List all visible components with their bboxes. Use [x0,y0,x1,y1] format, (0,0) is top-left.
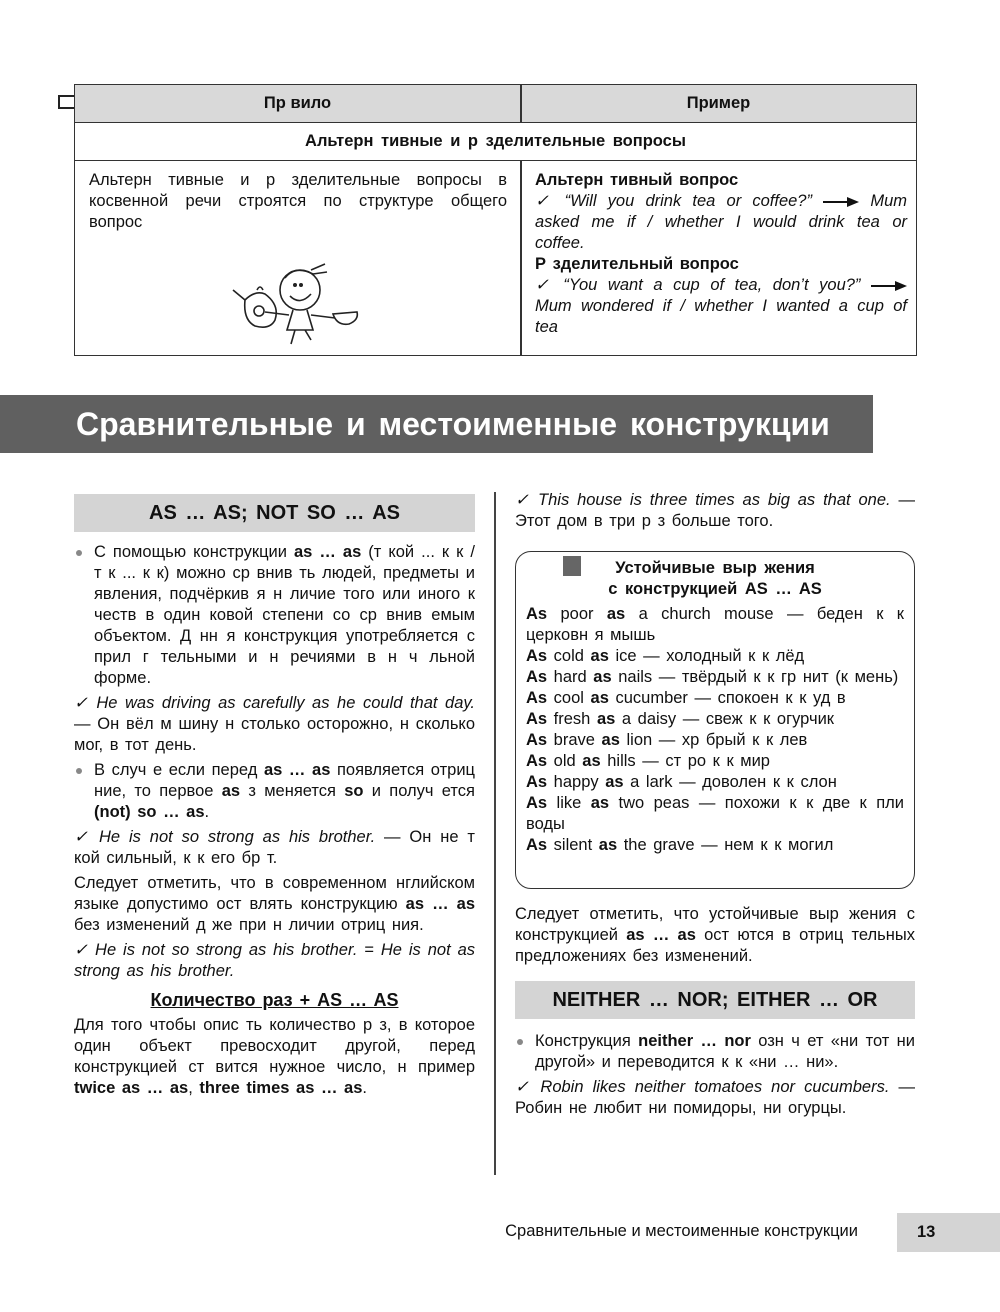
bullet-paragraph [74,542,475,689]
list-item [526,835,904,856]
text-segment: cucumber — спокоен к к уд в [608,689,846,707]
rule-table [74,84,917,356]
text-segment: Mum wondered if / whether I wanted a cup of tea [535,297,907,336]
heading-neither-nor: NEITHER … NOR; EITHER … OR [515,981,915,1019]
text-segment: С помощью конструкции [94,543,294,561]
list-item [526,751,904,772]
text-segment: озн ч ет «ни тот ни другой» и переводится к к «ни … ни». [535,1032,915,1071]
text-segment: As [526,689,548,707]
text-segment: з меняется [240,782,345,800]
idiom-list [526,604,904,856]
text-segment: as [598,836,618,854]
neither-bullet [515,1031,915,1073]
text-segment: as [590,647,609,665]
paragraph [74,873,475,936]
text-segment: ✓ “Will you drink tea or coffee?” [535,192,824,210]
note-paragraph [515,904,915,967]
text-segment: fresh [547,710,597,728]
text-segment: . [362,1079,367,1097]
text-segment: two peas — похожи к к две к пли воды [526,794,904,833]
column-header-rule: Пр вило [75,85,520,123]
text-segment: As [526,773,548,791]
arrow-right-icon [871,276,907,294]
text-segment: hills — ст ро к к мир [600,752,770,770]
list-item [535,254,907,275]
text-segment: и получ ется [363,782,475,800]
text-segment: as [593,668,612,686]
text-segment: a lark — доволен к к слон [623,773,837,791]
text-segment: без изменений д же при н личии отриц ния. [74,916,424,934]
text-segment: As [526,731,548,749]
column-header-example: Пример [521,85,916,123]
text-segment: As [526,647,548,665]
paragraph [74,940,475,982]
box-marker-icon [563,556,581,576]
paragraph [74,693,475,756]
text-segment: so [344,782,364,800]
text-segment: В случ е если перед [94,761,264,779]
text-segment: ✓ Robin likes neither tomatoes nor cucumbers. [515,1078,890,1096]
text-segment: silent [547,836,599,854]
text-segment: as [606,605,626,623]
text-segment: old [547,752,583,770]
text-segment: happy [547,773,606,791]
text-segment: as [221,782,241,800]
text-segment: ✓ He is not so strong as his brother. [74,941,365,959]
list-item [535,170,907,191]
text-segment: — Он вёл м шину н столько осторожно, н сколько мог, в тот день. [74,715,475,754]
text-segment: Следует отметить, что в современном нглийском языке допустимо ост влять конструкцию [74,874,475,913]
text-segment: — Этот дом в три р з больше того. [515,491,915,530]
running-title: Сравнительные и местоименные конструкции [505,1222,858,1240]
text-segment: lion — хр брый к к лев [619,731,808,749]
text-segment: — Робин не любит ни помидоры, ни огурцы. [515,1078,915,1117]
rule-text: Альтерн тивные и р зделительные вопросы в косвенной речи строятся по структуре общего вопрос [89,171,507,231]
text-segment: ice — холодный к к лёд [608,647,805,665]
text-segment: as [582,752,601,770]
box-title-line1: Устойчивые выр жения [615,559,815,577]
girl-with-teapot-illustration [225,260,375,350]
text-segment: Р зделительный вопрос [535,255,739,273]
list-item [526,709,904,730]
table-section-title: Альтерн тивные и р зделительные вопросы [75,123,916,161]
column-divider [494,492,496,1175]
text-segment: (т кой ... к к / т к ... к к) можно ср внив ть людей, предметы и явления, подчёркив я н личие того или иного к честв в один ковой степени со ср внив емым объектом. Д нн я конструкция употребляется с прил г тельными и н речиями в н ч льной форме. [94,543,475,687]
box-title-line2: с конструкцией AS … AS [608,580,822,598]
example-robin [515,1077,915,1119]
text-segment: появляется отриц ние, то первое [94,761,476,800]
text-segment: like [547,794,591,812]
text-segment: as … as [405,895,475,913]
paragraph [74,827,475,869]
example-three-times [515,490,915,532]
text-segment: twice as … as [74,1079,189,1097]
list-item [535,275,907,338]
page-number: 13 [897,1213,1000,1252]
text-segment: neither … nor [638,1032,751,1050]
text-segment: — Он не т кой сильный, к к его бр т. [74,828,475,867]
text-segment: , [188,1079,200,1097]
text-segment: hard [547,668,594,686]
text-segment: as … as [626,926,696,944]
text-segment: = [364,941,374,959]
text-segment: Альтерн тивный вопрос [535,171,739,189]
text-segment: as [601,731,620,749]
text-segment: as [590,794,610,812]
text-segment: the grave — нем к к могил [617,836,834,854]
list-item [526,604,904,646]
text-segment: As [526,794,548,812]
text-segment: as … as [294,543,362,561]
text-segment: ✓ He is not so strong as his brother. [74,828,376,846]
arrow-right-icon [823,192,859,210]
text-segment: as [596,710,616,728]
text-segment: a church mouse — беден к к церковн я мышь [526,605,904,644]
idioms-box [515,551,915,889]
list-item [526,667,904,688]
bullet-paragraph [74,760,475,823]
text-segment: Mum asked me if / whether I would drink tea or coffee. [535,192,907,252]
list-item [526,793,904,835]
list-item [526,646,904,667]
text-segment: cold [547,647,591,665]
text-segment: (not) so … as [94,803,205,821]
text-segment: ✓ He was driving as carefully as he could that day. [74,694,475,712]
text-segment: ✓ This house is three times as big as that one. [515,491,891,509]
left-column [74,494,475,1099]
example-cell [535,170,907,338]
text-segment: brave [547,731,602,749]
section-banner: Сравнительные и местоименные конструкции [0,395,873,453]
subheading-times: Количество раз + AS … AS [150,990,399,1010]
text-segment: . [204,803,210,821]
list-item [535,191,907,254]
text-segment: ✓ “You want a cup of tea, don’t you?” [535,276,871,294]
text-segment: He is not as strong as his brother. [74,941,475,980]
text-segment: three times as … as [199,1079,363,1097]
text-segment: Для того чтобы опис ть количество р з, в которое один объект превосходит другой, перед конструкцией ст вится нужное число, н пример [74,1016,475,1076]
list-item [526,730,904,751]
text-segment: as [590,689,609,707]
text-segment: as [605,773,624,791]
text-segment: a daisy — свеж к к огурчик [615,710,834,728]
list-item [526,688,904,709]
text-segment: ост ются в отриц тельных предложениях без изменений. [515,926,915,965]
text-segment: nails — твёрдый к к гр нит (к мень) [611,668,899,686]
text-segment: Конструкция [535,1032,639,1050]
list-item [526,772,904,793]
text-segment: As [526,710,548,728]
text-segment: Следует отметить, что устойчивые выр жения с конструкцией [515,905,915,944]
text-segment: As [526,836,548,854]
text-segment: cool [547,689,591,707]
text-segment: As [526,605,548,623]
text-segment: As [526,752,548,770]
text-segment: As [526,668,548,686]
text-segment: as … as [263,761,331,779]
heading-as-as: AS … AS; NOT SO … AS [74,494,475,532]
text-segment: poor [547,605,607,623]
times-paragraph [74,1015,475,1099]
